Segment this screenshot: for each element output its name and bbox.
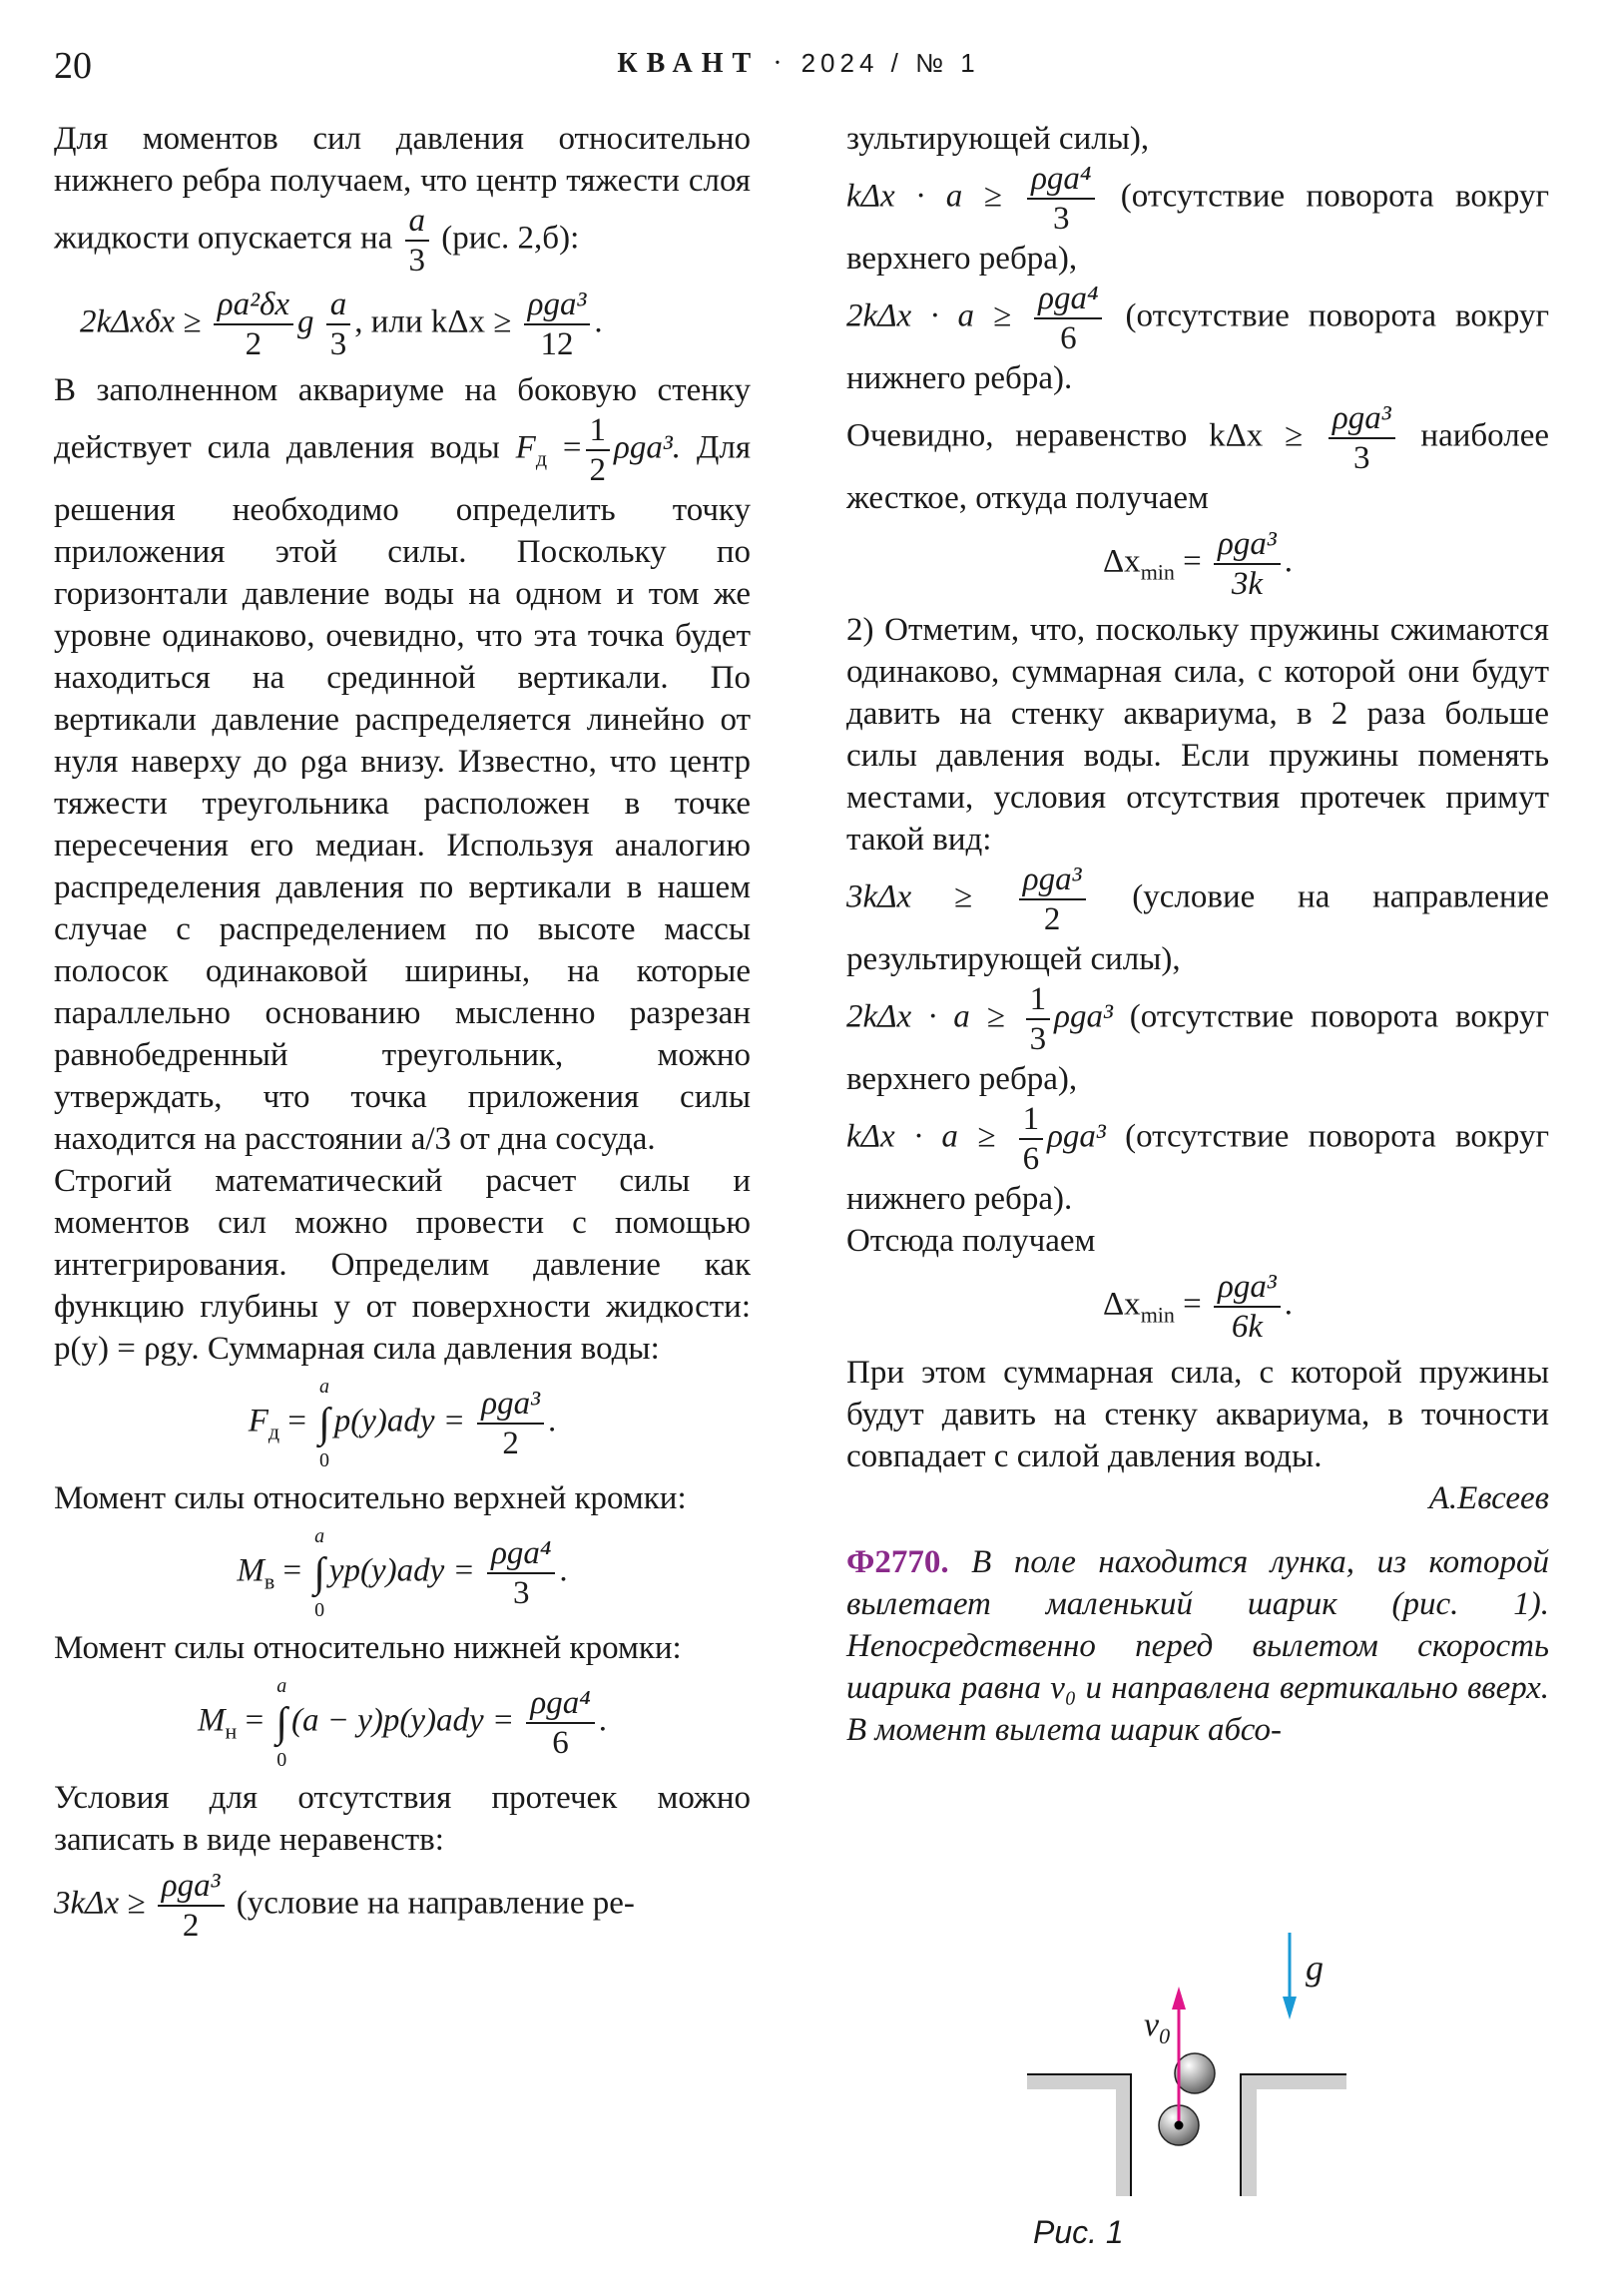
subscript: в — [264, 1568, 275, 1594]
denominator: 6 — [1060, 320, 1077, 356]
subscript: н — [225, 1718, 238, 1744]
velocity-symbol: v — [1144, 2007, 1160, 2043]
paragraph: Условия для отсутствия протечек можно записать в виде неравенств: — [54, 1780, 751, 1858]
subscript: д — [535, 445, 548, 471]
subscript: min — [1140, 559, 1175, 585]
eq-part: = — [1183, 1286, 1202, 1323]
numerator: ρa²δx — [214, 286, 293, 325]
eq-part: yp(y)ady = — [328, 1552, 475, 1589]
integral-sign: a ∫ 0 — [318, 1376, 330, 1471]
upper-limit: a — [314, 1525, 325, 1547]
text: (отсутствие поворота вокруг верхнего ребра), — [846, 178, 1549, 277]
ball-upper — [1175, 2053, 1215, 2093]
denominator: 2 — [1043, 901, 1061, 937]
numerator: ρga³ — [477, 1385, 544, 1425]
eq-part: = — [1183, 543, 1202, 580]
text: (условие на направление результирующей силы), — [846, 878, 1550, 977]
eq-part: M — [198, 1702, 226, 1739]
numerator: ρga⁴ — [487, 1534, 555, 1574]
eq-part: = — [282, 1552, 302, 1589]
issue-number: 2024 / № 1 — [800, 48, 980, 78]
text: Очевидно, неравенство kΔx ≥ — [846, 417, 1304, 454]
numerator: ρga³ — [1214, 525, 1281, 565]
numerator: 1 — [586, 411, 611, 451]
text: (рис. 2,б): — [441, 220, 580, 257]
denominator: 6 — [1022, 1141, 1040, 1177]
header-separator: · — [773, 48, 789, 79]
upper-limit: a — [276, 1675, 287, 1697]
text: Для решения необходимо определить точку приложения этой силы. Поскольку по горизонтали давление воды на одном и том же уровне одинаково, очевидно, что эта точка будет находиться на срединной вертикали. По вертикали давление распределяется линейно от нуля наверху до ρga внизу. Известно, что центр тяжести треугольника расположен в точке пересечения его медиан. Используя аналогию распределения давления по вертикали в нашем случае с распределением по высоте массы полосок одинаковой ширины, на которые параллельно основанию мысленно разрезан равнобедренный треугольник, можно утверждать, что точка приложения силы находится на расстоянии a/3 от дна сосуда. — [54, 429, 752, 1157]
numerator: ρga³ — [524, 286, 591, 325]
eq-part: p(y)ady = — [333, 1403, 466, 1439]
denominator: 6k — [1231, 1309, 1263, 1345]
text: (отсутствие поворота вокруг нижнего ребра). — [846, 297, 1550, 396]
text: Для моментов сил давления относительно нижнего ребра получаем, что центр тяжести слоя жидкости опускается на — [54, 121, 751, 257]
paragraph: 2) Отметим, что, поскольку пружины сжимаются одинаково, суммарная сила, с которой они будут давить на стенку аквариума, в 2 раза больше силы давления воды. Если пружины поменять местами, условия отсутствия протечек примут такой вид: — [846, 612, 1549, 858]
eq-part: 3kΔx ≥ — [54, 1885, 146, 1922]
numerator: ρga⁴ — [1034, 280, 1102, 319]
denominator: 3 — [329, 326, 347, 362]
problem-id: Ф2770. — [846, 1544, 949, 1580]
paragraph: зультирующей силы), — [846, 121, 1150, 157]
lower-limit: 0 — [314, 1599, 325, 1621]
numerator: a — [326, 286, 351, 325]
numerator: ρga³ — [1019, 861, 1086, 900]
eq-part: (a − y)p(y)ady = — [290, 1702, 515, 1739]
eq-part: . — [594, 303, 603, 340]
paragraph: Отсюда получаем — [846, 1223, 1096, 1259]
eq-part: . — [1284, 1286, 1294, 1323]
lower-limit: 0 — [318, 1449, 329, 1471]
numerator: ρga³ — [1329, 399, 1395, 439]
eq-part: g — [297, 303, 314, 340]
left-wall — [1027, 2074, 1131, 2196]
denominator: 12 — [540, 326, 574, 362]
paragraph: При этом суммарная сила, с которой пружины будут давить на стенку аквариума, в точности совпадает с силой давления воды. — [846, 1355, 1549, 1474]
denominator: 3 — [1029, 1021, 1047, 1057]
eq-part: M — [237, 1552, 265, 1589]
text: (отсутствие поворота вокруг верхнего ребра), — [846, 998, 1549, 1097]
integral-sign: a ∫ 0 — [313, 1525, 325, 1621]
denominator: 3 — [1353, 440, 1370, 476]
text: наиболее жесткое, откуда получаем — [846, 417, 1549, 516]
text: (отсутствие поворота вокруг нижнего ребра). — [846, 1118, 1550, 1217]
eq-part: = — [245, 1702, 265, 1739]
numerator: 1 — [1026, 980, 1051, 1020]
denominator: 2 — [589, 452, 607, 488]
eq-part: ρga³ — [1047, 1118, 1106, 1155]
upper-limit: a — [318, 1376, 329, 1398]
paragraph: Момент силы относительно нижней кромки: — [54, 1630, 682, 1666]
gravity-label: g — [1306, 1948, 1324, 1988]
figure-caption: Рис. 1 — [1033, 2214, 1124, 2250]
eq-part: , или kΔx ≥ — [354, 303, 512, 340]
velocity-label — [1144, 2007, 1170, 2049]
eq-part: . — [548, 1403, 557, 1439]
eq-part: = — [562, 429, 582, 466]
numerator: ρga⁴ — [1027, 160, 1095, 200]
numerator: ρga³ — [1214, 1268, 1281, 1308]
eq-part: . — [559, 1552, 568, 1589]
text: В заполненном аквариуме на боковую стенку действует сила давления воды — [54, 372, 751, 466]
denominator: 2 — [245, 326, 263, 362]
subscript: 0 — [1159, 2023, 1171, 2048]
denominator: 2 — [502, 1426, 519, 1461]
denominator: 6 — [552, 1725, 569, 1761]
numerator: a — [405, 202, 430, 242]
subscript: min — [1140, 1302, 1175, 1328]
author-signature: А.Евсеев — [1428, 1480, 1549, 1516]
denominator: 2 — [182, 1908, 200, 1944]
subscript: д — [267, 1419, 280, 1444]
eq-part: Δx — [1102, 543, 1141, 580]
eq-part: 2kΔxδx ≥ — [80, 303, 202, 340]
eq-part: F — [515, 429, 536, 466]
eq-part: 3kΔx ≥ — [846, 878, 973, 915]
denominator: 3 — [408, 243, 425, 279]
journal-name: КВАНТ — [617, 48, 761, 79]
eq-part: . — [1284, 543, 1294, 580]
page-number: 20 — [54, 45, 92, 87]
eq-part: kΔx · a ≥ — [846, 178, 1002, 215]
numerator: 1 — [1019, 1100, 1044, 1140]
eq-part: F — [248, 1403, 268, 1439]
right-wall — [1241, 2074, 1346, 2196]
lower-limit: 0 — [276, 1749, 287, 1771]
eq-part: ρga³ — [1054, 998, 1113, 1035]
denominator: 3 — [1053, 201, 1070, 237]
paragraph: Строгий математический расчет силы и моментов сил можно провести с помощью интегрирования. Определим давление как функцию глубины y от поверхности жидкости: p(y) = ρgy. Суммарная сила давления воды: — [54, 1163, 751, 1367]
numerator: ρga⁴ — [526, 1684, 594, 1724]
denominator: 3k — [1231, 566, 1263, 602]
eq-part: 2kΔx · a ≥ — [846, 998, 1005, 1035]
problem-text: В поле находится лунка, из которой вылетает маленький шарик (рис. 1). Непосредственно перед вылетом скорость шарика равна v₀ и направлена вертикально вверх. В момент вылета шарик абсо- — [846, 1544, 1549, 1748]
eq-part: kΔx · a ≥ — [846, 1118, 996, 1155]
eq-part: 2kΔx · a ≥ — [846, 297, 1012, 334]
text: (условие на направление ре- — [236, 1885, 635, 1922]
eq-part: ρga³. — [614, 429, 681, 466]
gravity-arrow — [1283, 1933, 1297, 2019]
eq-part: = — [287, 1403, 306, 1439]
integral-sign: a ∫ 0 — [275, 1675, 287, 1771]
paragraph: Момент силы относительно верхней кромки: — [54, 1480, 687, 1516]
denominator: 3 — [512, 1575, 530, 1611]
numerator: ρga³ — [158, 1867, 225, 1907]
eq-part: . — [598, 1702, 607, 1739]
eq-part: Δx — [1102, 1286, 1141, 1323]
